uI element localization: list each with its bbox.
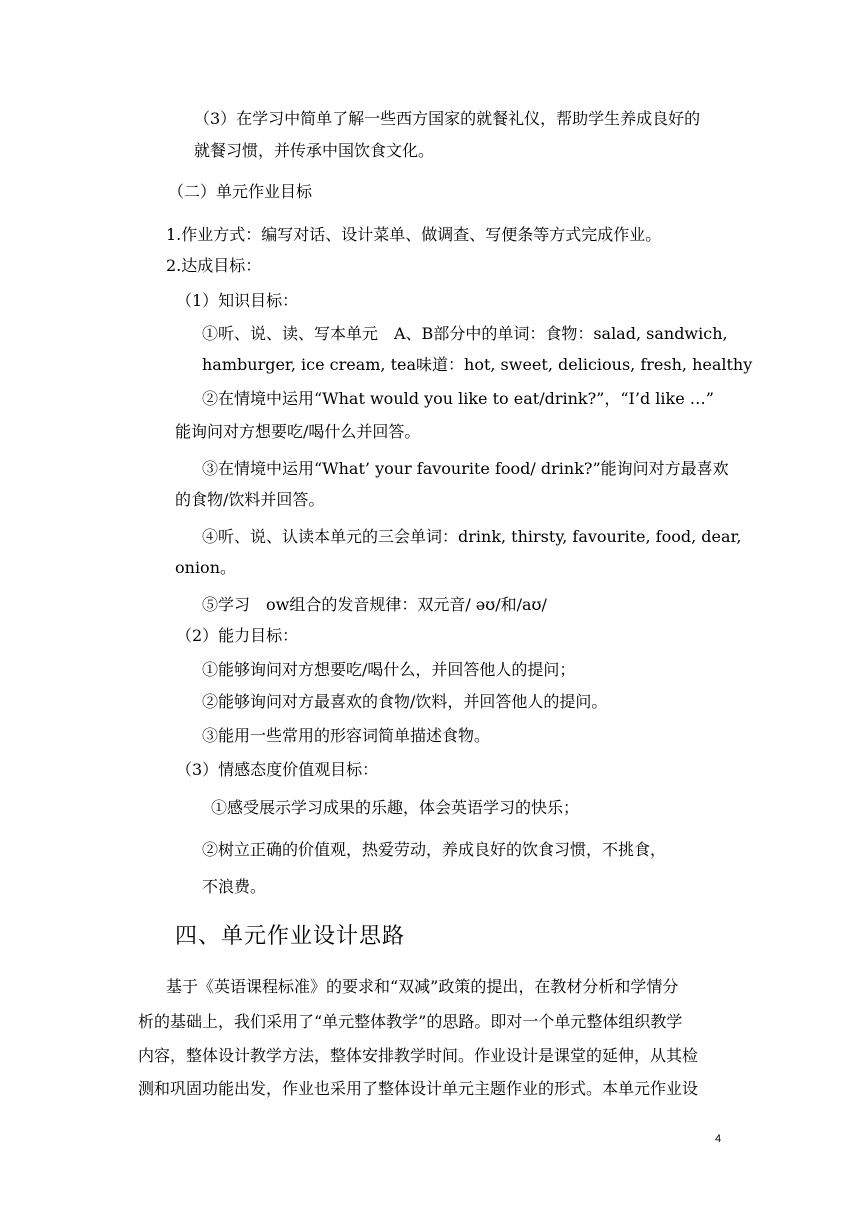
text-line: ③能用一些常用的形容词简单描述食物。 bbox=[202, 726, 491, 745]
text-line: onion。 bbox=[175, 558, 236, 577]
text-line: 就餐习惯，并传承中国饮食文化。 bbox=[194, 141, 435, 160]
section-heading: 四、单元作业设计思路 bbox=[175, 924, 406, 949]
body-line: 析的基础上，我们采用了“单元整体教学”的思路。即对一个单元整体组织教学 bbox=[138, 1012, 683, 1031]
text-line: ②能够询问对方最喜欢的食物/饮料，并回答他人的提问。 bbox=[202, 692, 608, 711]
text-line: ②树立正确的价值观，热爱劳动，养成良好的饮食习惯，不挑食， bbox=[202, 840, 667, 859]
text-line: （1）知识目标： bbox=[176, 291, 299, 310]
text-line: （3）在学习中简单了解一些西方国家的就餐礼仪，帮助学生养成良好的 bbox=[194, 109, 701, 128]
text-line: 2.达成目标： bbox=[166, 256, 262, 275]
text-line: ①听、说、读、写本单元 A、B部分中的单词：食物：salad, sandwich, bbox=[202, 324, 728, 343]
text-line: ①感受展示学习成果的乐趣，体会英语学习的快乐； bbox=[211, 798, 580, 817]
text-line: ②在情境中运用“What would you like to eat/drink?”，“I’d like …” bbox=[202, 389, 714, 408]
body-line: 内容，整体设计教学方法，整体安排教学时间。作业设计是课堂的延伸，从其检 bbox=[138, 1046, 699, 1065]
text-line: （3）情感态度价值观目标： bbox=[176, 760, 379, 779]
text-line: ⑤学习 ow组合的发音规律：双元音/ əʊ/和/aʊ/ bbox=[202, 595, 547, 614]
body-line: 基于《英语课程标准》的要求和“双减”政策的提出，在教材分析和学情分 bbox=[166, 977, 679, 996]
body-line: 测和巩固功能出发，作业也采用了整体设计单元主题作业的形式。本单元作业设 bbox=[138, 1079, 699, 1098]
text-line: 的食物/饮料并回答。 bbox=[175, 490, 325, 509]
text-line: hamburger, ice cream, tea味道：hot, sweet, delicious, fresh, healthy bbox=[202, 355, 753, 374]
text-line: ①能够询问对方想要吃/喝什么，并回答他人的提问； bbox=[202, 660, 576, 679]
text-line: （2）能力目标： bbox=[176, 626, 299, 645]
text-line: ④听、说、认读本单元的三会单词：drink, thirsty, favourite, food, dear, bbox=[202, 527, 742, 546]
subsection-title: （二）单元作业目标 bbox=[168, 182, 313, 201]
text-line: ③在情境中运用“What’ your favourite food/ drink?”能询问对方最喜欢 bbox=[202, 459, 729, 478]
text-line: 1.作业方式：编写对话、设计菜单、做调查、写便条等方式完成作业。 bbox=[166, 225, 662, 244]
page-number: 4 bbox=[715, 1133, 722, 1145]
text-line: 能询问对方想要吃/喝什么并回答。 bbox=[175, 422, 421, 441]
text-line: 不浪费。 bbox=[202, 877, 267, 896]
